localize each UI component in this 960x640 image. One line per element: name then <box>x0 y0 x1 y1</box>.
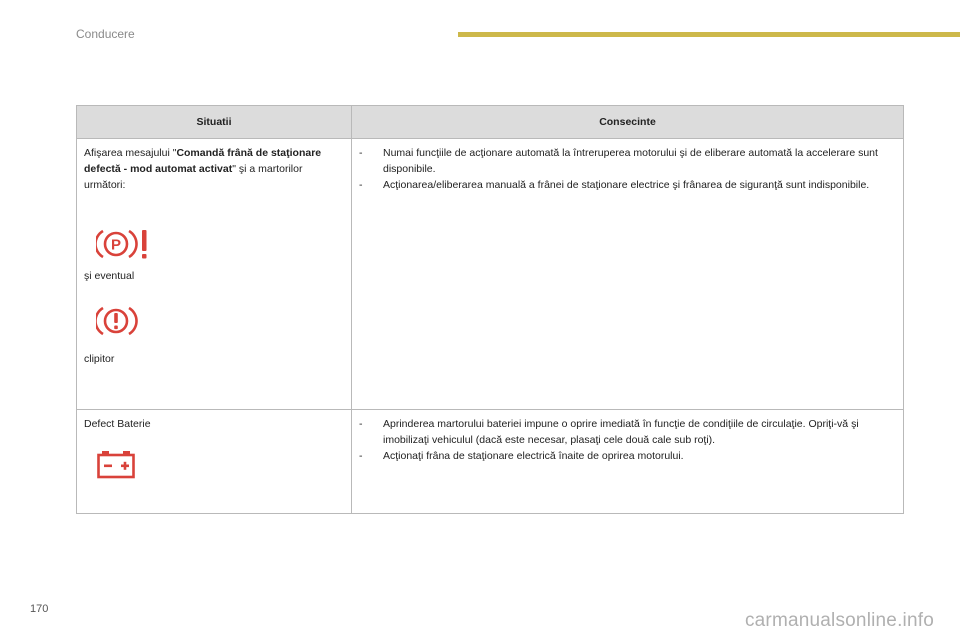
column-header-situations: Situatii <box>77 106 352 139</box>
consequence-text: Acţionarea/eliberarea manuală a frânei de staţionare electrice şi frânarea de siguranţă sunt indisponibile. <box>383 179 870 191</box>
situation-blink: clipitor <box>84 353 115 365</box>
situation-text <box>84 145 345 193</box>
situations-table <box>76 105 904 514</box>
svg-text:P: P <box>110 236 122 254</box>
situation-eventual: şi eventual <box>84 270 135 282</box>
header-title: Conducere <box>76 27 135 41</box>
list-item <box>359 145 897 177</box>
table-header-row <box>77 106 904 139</box>
situation-cell <box>77 410 352 514</box>
page-number: 170 <box>30 603 49 615</box>
parking-brake-warning-icon <box>84 227 345 266</box>
consequence-cell <box>352 410 904 514</box>
situation-suffix: " şi a martorilor următori: <box>84 163 303 191</box>
watermark: carmanualsonline.info <box>744 610 934 631</box>
bullet-dash: - <box>359 450 363 462</box>
consequence-cell <box>352 139 904 410</box>
consequence-text: Aprinderea martorului bateriei impune o oprire imediată în funcţie de condiţiile de circulaţie. Opriţi-vă şi imobilizaţi vehiculul (dacă este necesar, plasaţi cele două cale sub roţi). <box>383 418 859 446</box>
header-accent-bar <box>458 32 960 37</box>
situation-prefix: Afişarea mesajului " <box>84 147 177 159</box>
consequence-text: Numai funcţiile de acţionare automată la întreruperea motorului şi de eliberare automată la accelerare sunt disponibile. <box>383 147 878 175</box>
list-item <box>359 448 897 464</box>
bullet-dash: - <box>359 418 363 430</box>
situation-text: Defect Baterie <box>84 418 151 430</box>
table-row <box>77 410 904 514</box>
list-item <box>359 177 897 193</box>
situation-cell <box>77 139 352 410</box>
brake-warning-icon <box>84 304 345 343</box>
battery-icon <box>84 450 345 485</box>
bullet-dash: - <box>359 179 363 191</box>
situation-message: Comandă frână de staţionare defectă - mod automat activat <box>84 147 322 175</box>
consequence-text: Acţionaţi frâna de staţionare electrică înaite de oprirea motorului. <box>383 450 684 462</box>
list-item <box>359 416 897 448</box>
bullet-dash: - <box>359 147 363 159</box>
column-header-consequences: Consecinte <box>352 106 904 139</box>
table-row <box>77 139 904 410</box>
